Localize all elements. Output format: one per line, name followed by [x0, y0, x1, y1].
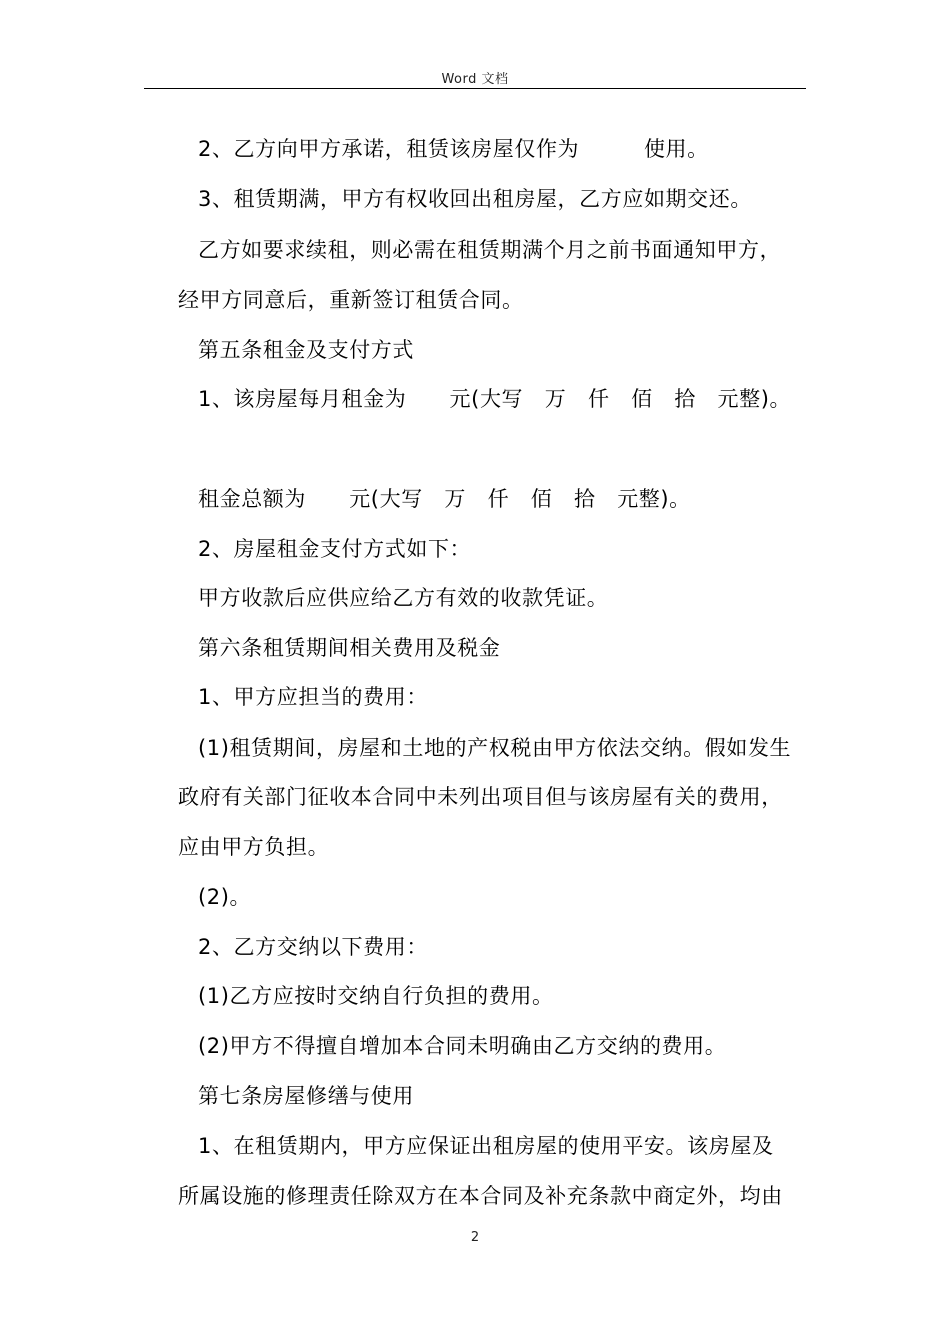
- text-line: 1、在租赁期内，甲方应保证出租房屋的使用平安。该房屋及: [198, 1134, 774, 1158]
- text-line: 应由甲方负担。: [178, 835, 330, 859]
- text-line: 2、乙方向甲方承诺，租赁该房屋仅作为 使用。: [198, 137, 709, 161]
- text-line: (1)租赁期间，房屋和土地的产权税由甲方依法交纳。假如发生: [198, 736, 792, 760]
- page-number: 2: [470, 1230, 480, 1245]
- text-line: 租金总额为 元(大写 万 仟 佰 拾 元整)。: [198, 487, 691, 511]
- text-line: 1、该房屋每月租金为 元(大写 万 仟 佰 拾 元整)。: [198, 387, 792, 411]
- text-line: 政府有关部门征收本合同中未列出项目但与该房屋有关的费用，: [178, 785, 783, 809]
- text-line: 2、房屋租金支付方式如下：: [198, 537, 472, 561]
- text-line: 乙方如要求续租，则必需在租赁期满个月之前书面通知甲方，: [198, 238, 782, 262]
- section-heading: 第六条租赁期间相关费用及税金: [198, 636, 501, 660]
- document-header-title: Word 文档: [441, 72, 509, 87]
- text-line: 甲方收款后应供应给乙方有效的收款凭证。: [198, 586, 609, 610]
- text-line: (2)甲方不得擅自增加本合同未明确由乙方交纳的费用。: [198, 1034, 727, 1058]
- text-line: 3、租赁期满，甲方有权收回出租房屋，乙方应如期交还。: [198, 187, 752, 211]
- text-line: (2)。: [198, 885, 252, 909]
- section-heading: 第七条房屋修缮与使用: [198, 1084, 414, 1108]
- text-line: 所属设施的修理责任除双方在本合同及补充条款中商定外，均由: [178, 1184, 783, 1208]
- header-divider: [144, 88, 806, 89]
- section-heading: 第五条租金及支付方式: [198, 338, 414, 362]
- text-line: (1)乙方应按时交纳自行负担的费用。: [198, 984, 554, 1008]
- text-line: 经甲方同意后，重新签订租赁合同。: [178, 288, 524, 312]
- text-line: 1、甲方应担当的费用：: [198, 685, 428, 709]
- text-line: 2、乙方交纳以下费用：: [198, 935, 428, 959]
